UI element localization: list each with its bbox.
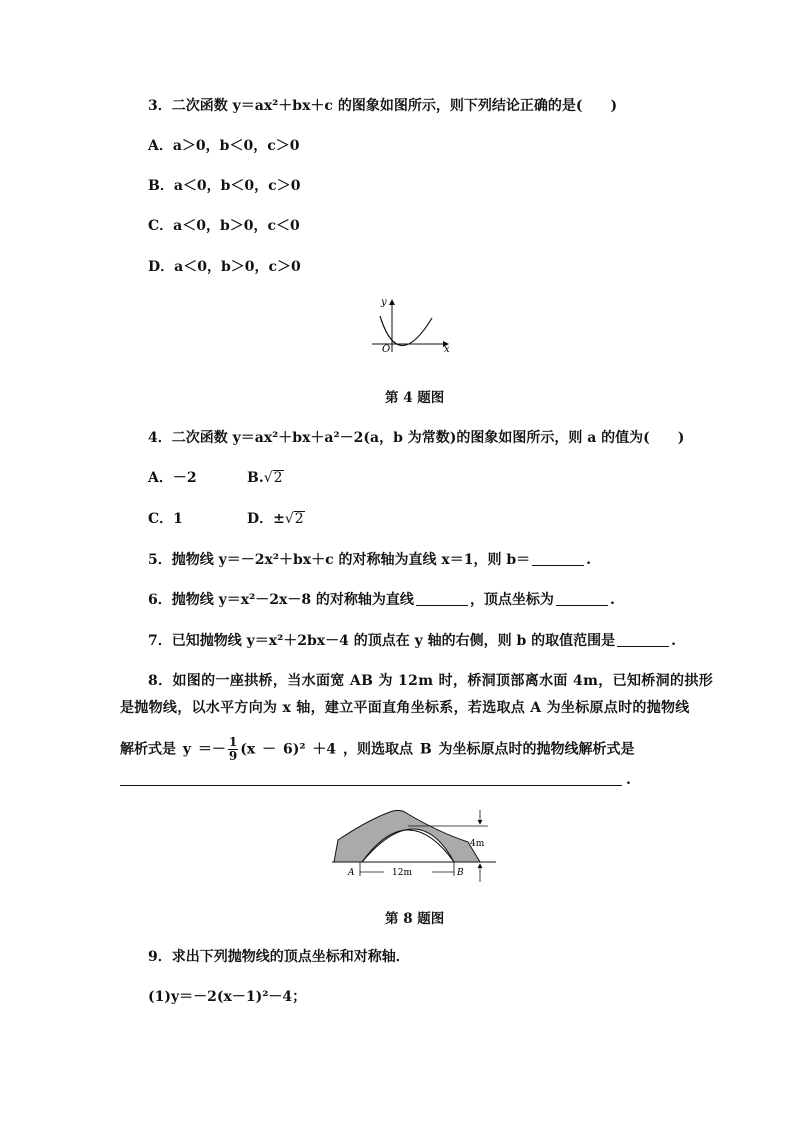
q9-part1: (1)y＝－2(x－1)²－4； [148, 989, 307, 1005]
q6 [148, 590, 615, 610]
x-label: x [444, 344, 450, 355]
q3-stem: 3．二次函数 y＝ax²＋bx＋c 的图象如图所示，则下列结论正确的是( ) [148, 98, 618, 114]
q8-line3-post: (x － 6)² ＋4 ，则选取点 B 为坐标原点时的抛物线解析式是 [240, 741, 635, 758]
figure-8-bridge [328, 806, 498, 884]
q8-line3-pre: 解析式是 y ＝－ [120, 741, 226, 758]
sqrt-sign: √ [263, 470, 273, 486]
q7-text: 7．已知抛物线 y＝x²＋2bx－4 的顶点在 y 轴的右侧，则 b 的取值范围是 [148, 633, 616, 649]
q5-text: 5．抛物线 y＝－2x²＋bx＋c 的对称轴为直线 x＝1，则 b＝ [148, 552, 531, 568]
q4-option-b-radicand: 2 [273, 470, 283, 486]
q4-option-c: C．1 [148, 511, 183, 527]
q9-stem: 9．求出下列抛物线的顶点坐标和对称轴． [148, 949, 410, 965]
point-B-label: B [457, 868, 464, 878]
figure-8-caption: 第 8 题图 [385, 911, 445, 927]
q4-option-d-radicand: 2 [294, 511, 304, 527]
q8-line1: 8．如图的一座拱桥，当水面宽 AB 为 12m 时，桥洞顶部离水面 4m，已知桥洞的拱形 [148, 673, 714, 689]
q7-end: . [671, 633, 677, 649]
q8-line2: 是抛物线，以水平方向为 x 轴，建立平面直角坐标系，若选取点 A 为坐标原点时的抛物线 [120, 700, 690, 716]
q6-part2: ，顶点坐标为 [469, 592, 554, 608]
q4-option-b [247, 468, 284, 488]
q5-end: . [586, 552, 592, 568]
q4-stem: 4．二次函数 y＝ax²＋bx＋a²－2(a，b 为常数)的图象如图所示，则 a 的值为( ) [148, 430, 685, 446]
figure-4-parabola [368, 294, 456, 356]
q4-option-d [247, 509, 305, 529]
y-label: y [381, 297, 387, 308]
fraction-denominator: 9 [228, 749, 238, 763]
q6-part1: 6．抛物线 y＝x²－2x－8 的对称轴为直线 [148, 592, 414, 608]
q4-option-a: A．－2 [148, 470, 197, 486]
q3-option-a: A．a＞0，b＜0，c＞0 [148, 138, 300, 154]
fraction-one-ninth [228, 736, 238, 763]
q3-option-b: B．a＜0，b＜0，c＞0 [148, 178, 301, 194]
bridge-body [334, 810, 480, 862]
q4-option-d-prefix: D．± [247, 511, 285, 527]
point-A-label: A [348, 868, 355, 878]
q5 [148, 550, 591, 570]
figure-4-caption: 第 4 题图 [385, 390, 445, 406]
q3-option-c: C．a＜0，b＞0，c＜0 [148, 218, 300, 234]
q8-line3 [120, 736, 635, 763]
q6-blank-axis [416, 591, 468, 606]
q8-answer-line [120, 785, 622, 786]
fraction-numerator: 1 [228, 735, 238, 749]
q7 [148, 631, 676, 651]
width-label: 12m [392, 868, 412, 878]
origin-label: O [382, 344, 391, 355]
q3-option-d: D．a＜0，b＞0，c＞0 [148, 259, 301, 275]
q6-end: . [609, 592, 615, 608]
sqrt-sign: √ [284, 511, 294, 527]
q7-answer-blank [617, 632, 669, 647]
height-label: 4m [470, 839, 485, 849]
q5-answer-blank [532, 551, 584, 566]
q8-end: . [626, 772, 631, 788]
parabola-curve [380, 316, 432, 346]
q4-option-b-prefix: B. [247, 470, 264, 486]
q6-blank-vertex [556, 591, 608, 606]
